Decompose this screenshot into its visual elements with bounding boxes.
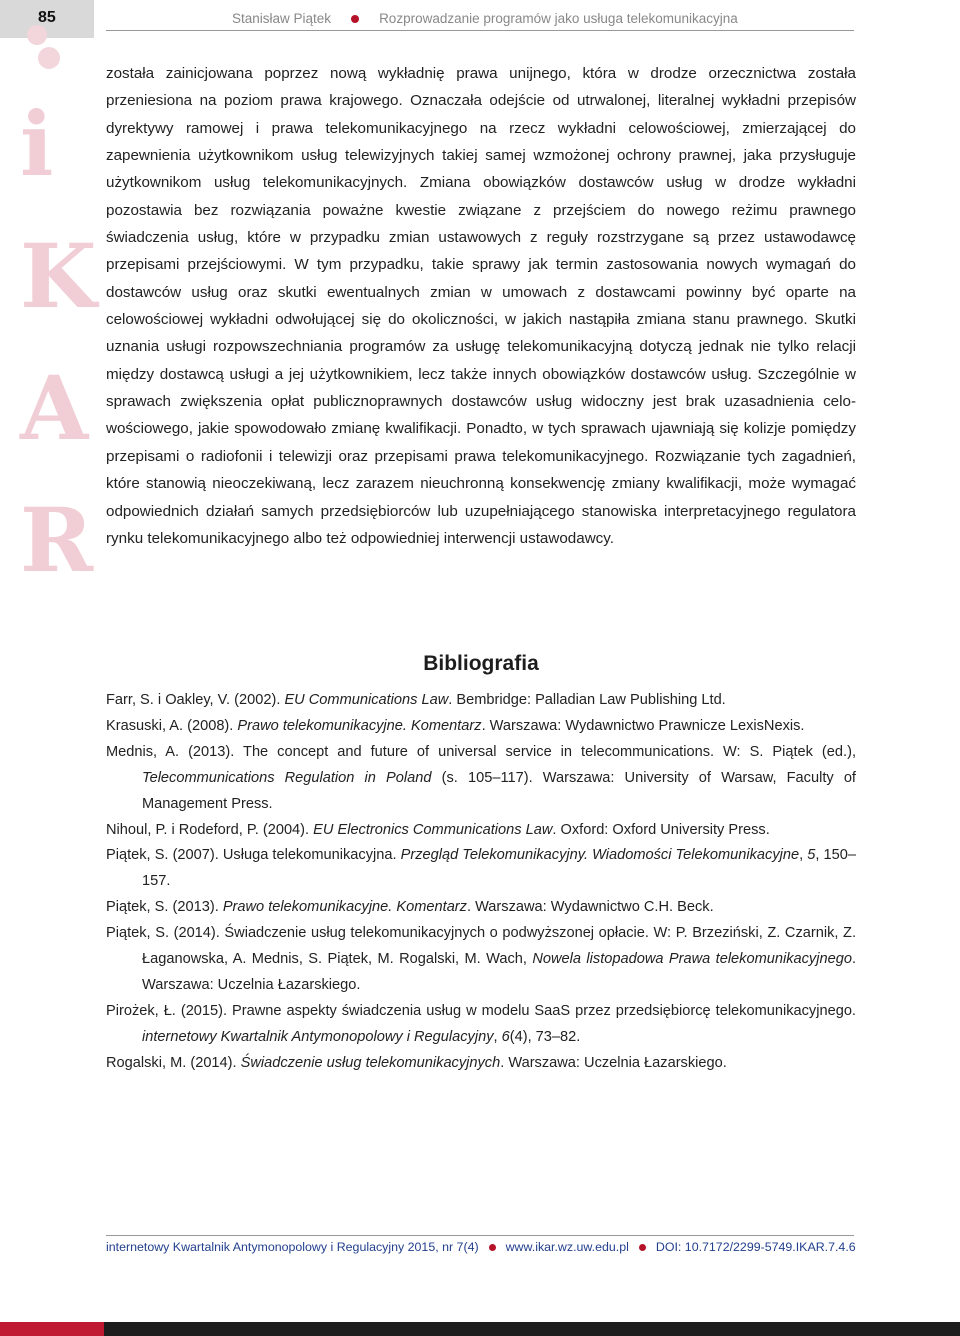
- side-letter: K: [20, 224, 97, 328]
- body-paragraph: została zainicjowana poprzez nową wykładnię prawa unijnego, która w drodze orzecznictwa została przeniesiona na poziom prawa krajowego. Oznaczała odejście od utrwalonej, literalnej wykładni przepisów dyrektywy ramowej i prawa telekomunikacyjnego na rzecz wykładni celowościowej, zmierzającej do zapewnienia użytkownikom usług telewizyjnych takiej samej wzmożonej ochrony prawnej, jaka przysługuje użytkownikom usług telekomunikacyjnych. Zmiana obowiązków dostawców usług w drodze wykładni pozostawia bez rozwiązania poważne kwestie związane z przejściem do nowego reżimu prawnego świadczenia usług, które w przypadku zmian ustawowych z reguły rozstrzygane są przez ustawodawcę przepisami przejściowymi. W tym przypadku, takie sprawy jak termin zastosowania nowych wymagań do dostawców usług oraz skutki ewentualnych zmian w umowach z dostawcami powinny być oparte na celowościowej wykładni odwołującej się do okoliczności, w jakich nastąpiła zmiana stanu prawnego. Skutki uznania usługi rozpowszechniania programów za usługę telekomunikacyjną dotyczą jednak nie tylko relacji między dostawcą usługi a jej użytkownikiem, lecz także innych obowiązków dostawców usług. Szczególnie w sprawach zwiększenia opłat publicznoprawnych dostawców usług widoczny jest brak uzasadnienia celowościowego, jakie spowodowało zmianę kwalifikacji. Ponadto, w tych sprawach ujawniają się kolizje pomiędzy przepisami o radiofonii i telewizji oraz przepisami prawa telekomunikacyjnego. Rozwiązanie tych zagadnień, które stanowią nieoczekiwaną, lecz zarazem nieuchronną konsekwencję zmiany kwalifikacji, może wymagać odpowiednich działań samych przedsiębiorców lub uzupełniającego stanowiska interpretacyjnego regulatora rynku telekomunikacyjnego albo też odpowiedniej interwencji ustawodawcy.: [106, 65, 856, 547]
- bottom-bar-accent: [0, 1322, 104, 1336]
- main-text: [106, 60, 856, 552]
- footer-doi[interactable]: DOI: 10.7172/2299-5749.IKAR.7.4.6: [655, 1240, 856, 1254]
- page-number: 85: [38, 9, 56, 26]
- decorative-dot: [27, 25, 47, 45]
- side-letter: A: [20, 356, 89, 460]
- side-logo-letters: [20, 78, 100, 606]
- bibliography-entry: Krasuski, A. (2008). Prawo telekomunikacyjne. Komentarz. Warszawa: Wydawnictwo Prawnicze LexisNexis.: [106, 717, 805, 734]
- bibliography-list: [106, 688, 856, 1077]
- bibliography-entry: Piątek, S. (2013). Prawo telekomunikacyjne. Komentarz. Warszawa: Wydawnictwo C.H. Beck.: [106, 899, 714, 916]
- header-title: Rozprowadzanie programów jako usługa telekomunikacyjna: [379, 11, 738, 26]
- bibliography-heading: Bibliografia: [423, 652, 539, 675]
- bullet-dot: [489, 1244, 496, 1251]
- bibliography-entry: Piątek, S. (2014). Świadczenie usług telekomunikacyjnych o podwyższonej opłacie. W: P. Brzeziński, Z. Czarnik, Z. Łaganowska, A. Mednis, S. Piątek, M. Rogalski, M. Wach, Nowela listopadowa Prawa telekomunikacyjnego. Warszawa: Uczelnia Łazarskiego.: [106, 925, 856, 993]
- bibliography-entry: Rogalski, M. (2014). Świadczenie usług telekomunikacyjnych. Warszawa: Uczelnia Łazarskiego.: [106, 1054, 727, 1071]
- decorative-dot: [38, 47, 60, 69]
- footer-url[interactable]: www.ikar.wz.uw.edu.pl: [505, 1240, 629, 1254]
- footer-journal: internetowy Kwartalnik Antymonopolowy i Regulacyjny 2015, nr 7(4): [106, 1240, 479, 1254]
- header-divider: [106, 30, 854, 31]
- footer-divider: [106, 1235, 854, 1236]
- bibliography-entry: Mednis, A. (2013). The concept and future of universal service in telecommunications. W: S. Piątek (ed.), Telecommunications Regulation in Poland (s. 105–117). Warszawa: University of Warsaw, Faculty of Management Press.: [106, 743, 856, 812]
- running-header: [232, 11, 738, 26]
- bullet-dot: [639, 1244, 646, 1251]
- bibliography-entry: Piątek, S. (2007). Usługa telekomunikacyjna. Przegląd Telekomunikacyjny. Wiadomości Telekomunikacyjne, 5, 150–157.: [106, 847, 856, 890]
- bibliography-entry: Nihoul, P. i Rodeford, P. (2004). EU Electronics Communications Law. Oxford: Oxford University Press.: [106, 821, 770, 838]
- bibliography-entry: Farr, S. i Oakley, V. (2002). EU Communications Law. Bembridge: Palladian Law Publishing Ltd.: [106, 692, 726, 708]
- running-footer: [106, 1240, 856, 1254]
- bottom-bar: [0, 1322, 960, 1336]
- side-letter: i: [20, 92, 54, 196]
- bullet-dot: [351, 15, 359, 23]
- header-author: Stanisław Piątek: [232, 11, 332, 26]
- side-letter: R: [20, 488, 94, 592]
- bibliography-entry: Pirożek, Ł. (2015). Prawne aspekty świadczenia usług w modelu SaaS przez przedsiębiorcę telekomunikacyjnego. internetowy Kwartalnik Antymonopolowy i Regulacyjny, 6(4), 73–82.: [106, 1002, 856, 1045]
